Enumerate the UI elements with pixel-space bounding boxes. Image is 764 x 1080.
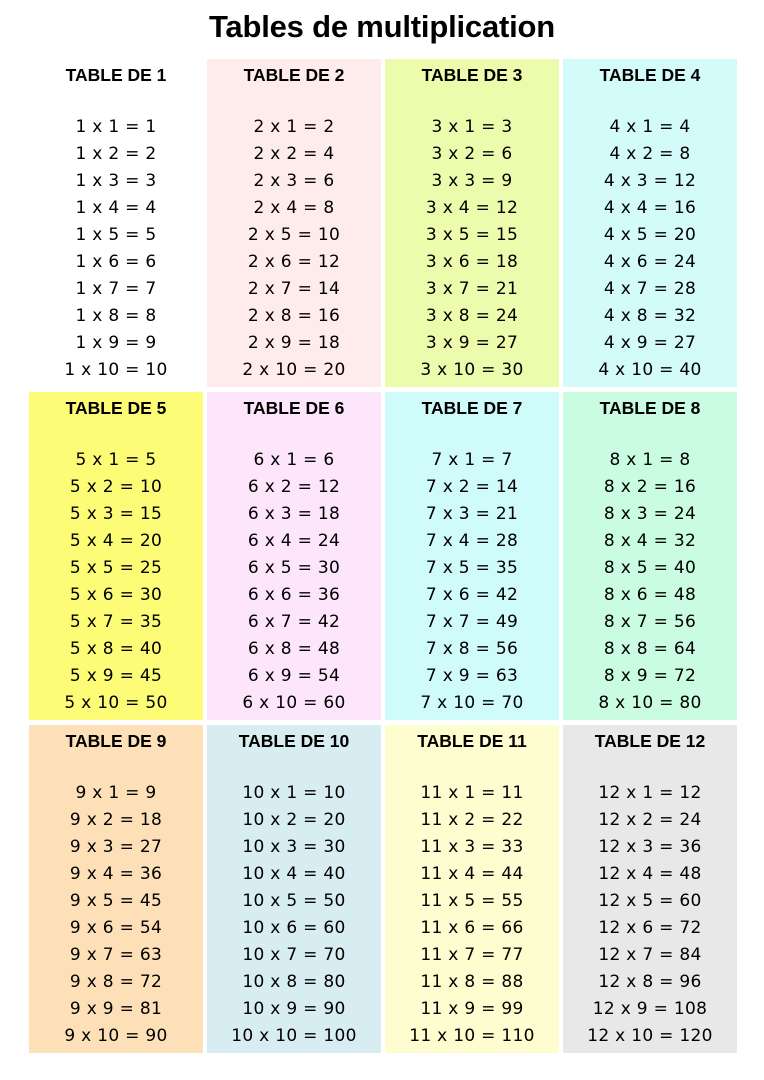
table-row: 5 x 5 = 25 [69,558,163,578]
table-rows [207,114,381,384]
table-rows [385,114,559,384]
table-row: 3 x 2 = 6 [431,144,513,164]
table-row: 6 x 4 = 24 [247,531,341,551]
table-row: 2 x 6 = 12 [247,252,341,272]
table-row: 7 x 2 = 14 [425,477,519,497]
table-row: 10 x 2 = 20 [242,810,346,830]
table-row: 12 x 6 = 72 [598,918,702,938]
table-row: 9 x 4 = 36 [69,864,163,884]
table-row: 7 x 9 = 63 [425,666,519,686]
table-row: 5 x 6 = 30 [69,585,163,605]
table-row: 12 x 3 = 36 [598,837,702,857]
table-row: 11 x 7 = 77 [420,945,524,965]
table-row: 5 x 8 = 40 [69,639,163,659]
table-row: 3 x 8 = 24 [425,306,519,326]
table-row: 12 x 8 = 96 [598,972,702,992]
table-title: TABLE DE 12 [594,731,706,751]
table-row: 2 x 10 = 20 [242,360,346,380]
table-row: 8 x 3 = 24 [603,504,697,524]
table-title: TABLE DE 1 [65,65,167,85]
table-row: 3 x 9 = 27 [425,333,519,353]
table-row: 12 x 10 = 120 [587,1026,713,1046]
page-title: Tables de multiplication [208,9,555,44]
table-row: 1 x 10 = 10 [64,360,168,380]
table-row: 8 x 10 = 80 [598,693,702,713]
table-row: 4 x 2 = 8 [609,144,691,164]
table-row: 10 x 7 = 70 [242,945,346,965]
table-card [207,59,381,387]
table-row: 12 x 2 = 24 [598,810,702,830]
table-row: 1 x 2 = 2 [75,144,157,164]
table-row: 3 x 1 = 3 [431,117,513,137]
table-rows [385,447,559,717]
table-row: 11 x 3 = 33 [420,837,524,857]
table-row: 11 x 1 = 11 [420,783,524,803]
table-row: 7 x 7 = 49 [425,612,519,632]
table-card [29,59,203,387]
table-row: 3 x 10 = 30 [420,360,524,380]
table-row: 4 x 6 = 24 [603,252,697,272]
table-row: 9 x 1 = 9 [75,783,157,803]
table-row: 12 x 4 = 48 [598,864,702,884]
table-card [29,392,203,720]
table-row: 10 x 1 = 10 [242,783,346,803]
table-title: TABLE DE 3 [421,65,523,85]
table-row: 6 x 6 = 36 [247,585,341,605]
table-row: 9 x 9 = 81 [69,999,163,1019]
table-row: 12 x 7 = 84 [598,945,702,965]
table-row: 4 x 7 = 28 [603,279,697,299]
table-card [385,725,559,1053]
table-row: 6 x 5 = 30 [247,558,341,578]
table-row: 11 x 4 = 44 [420,864,524,884]
table-row: 6 x 3 = 18 [247,504,341,524]
table-row: 1 x 7 = 7 [75,279,157,299]
table-row: 5 x 3 = 15 [69,504,163,524]
table-title: TABLE DE 6 [243,398,345,418]
table-row: 7 x 4 = 28 [425,531,519,551]
table-row: 11 x 9 = 99 [420,999,524,1019]
table-row: 10 x 3 = 30 [242,837,346,857]
table-row: 4 x 9 = 27 [603,333,697,353]
table-row: 2 x 1 = 2 [253,117,335,137]
table-title: TABLE DE 9 [65,731,167,751]
table-title: TABLE DE 7 [421,398,523,418]
table-row: 5 x 9 = 45 [69,666,163,686]
table-row: 9 x 6 = 54 [69,918,163,938]
table-row: 3 x 7 = 21 [425,279,519,299]
table-row: 1 x 6 = 6 [75,252,157,272]
table-row: 4 x 5 = 20 [603,225,697,245]
table-row: 5 x 10 = 50 [64,693,168,713]
table-row: 7 x 6 = 42 [425,585,519,605]
table-rows [563,780,737,1050]
table-row: 11 x 8 = 88 [420,972,524,992]
table-title: TABLE DE 2 [243,65,345,85]
table-rows [563,114,737,384]
table-row: 9 x 10 = 90 [64,1026,168,1046]
table-row: 4 x 10 = 40 [598,360,702,380]
table-card [563,392,737,720]
table-row: 10 x 4 = 40 [242,864,346,884]
table-row: 3 x 5 = 15 [425,225,519,245]
table-row: 8 x 6 = 48 [603,585,697,605]
table-row: 6 x 10 = 60 [242,693,346,713]
table-rows [29,780,203,1050]
table-row: 1 x 3 = 3 [75,171,157,191]
table-title: TABLE DE 5 [65,398,167,418]
table-row: 6 x 1 = 6 [253,450,335,470]
table-title: TABLE DE 4 [599,65,701,85]
table-row: 8 x 1 = 8 [609,450,691,470]
table-row: 8 x 5 = 40 [603,558,697,578]
table-row: 2 x 9 = 18 [247,333,341,353]
table-row: 8 x 4 = 32 [603,531,697,551]
table-row: 4 x 8 = 32 [603,306,697,326]
table-title: TABLE DE 11 [417,731,527,751]
table-row: 5 x 2 = 10 [69,477,163,497]
table-row: 12 x 1 = 12 [598,783,702,803]
table-row: 10 x 6 = 60 [242,918,346,938]
table-row: 5 x 7 = 35 [69,612,163,632]
table-card [207,392,381,720]
table-row: 11 x 2 = 22 [420,810,524,830]
table-row: 9 x 3 = 27 [69,837,163,857]
table-rows [385,780,559,1050]
table-rows [29,114,203,384]
table-row: 3 x 6 = 18 [425,252,519,272]
table-row: 7 x 8 = 56 [425,639,519,659]
table-row: 7 x 3 = 21 [425,504,519,524]
table-row: 4 x 1 = 4 [609,117,691,137]
table-rows [207,447,381,717]
table-card [385,392,559,720]
table-row: 5 x 1 = 5 [75,450,157,470]
table-row: 9 x 2 = 18 [69,810,163,830]
table-row: 11 x 5 = 55 [420,891,524,911]
multiplication-tables-grid [29,59,735,1054]
table-row: 4 x 4 = 16 [603,198,697,218]
table-row: 12 x 5 = 60 [598,891,702,911]
table-row: 7 x 5 = 35 [425,558,519,578]
table-row: 3 x 3 = 9 [431,171,513,191]
table-row: 10 x 5 = 50 [242,891,346,911]
table-row: 8 x 7 = 56 [603,612,697,632]
table-row: 11 x 10 = 110 [409,1026,535,1046]
table-row: 7 x 1 = 7 [431,450,513,470]
table-row: 8 x 8 = 64 [603,639,697,659]
table-row: 1 x 1 = 1 [75,117,157,137]
table-row: 3 x 4 = 12 [425,198,519,218]
table-row: 2 x 8 = 16 [247,306,341,326]
table-title: TABLE DE 10 [238,731,350,751]
table-row: 1 x 9 = 9 [75,333,157,353]
table-title: TABLE DE 8 [599,398,701,418]
table-row: 9 x 7 = 63 [69,945,163,965]
table-rows [563,447,737,717]
table-row: 8 x 2 = 16 [603,477,697,497]
table-row: 5 x 4 = 20 [69,531,163,551]
table-row: 11 x 6 = 66 [420,918,524,938]
table-card [207,725,381,1053]
table-row: 12 x 9 = 108 [592,999,708,1019]
table-card [563,59,737,387]
table-row: 1 x 5 = 5 [75,225,157,245]
table-row: 8 x 9 = 72 [603,666,697,686]
table-row: 9 x 5 = 45 [69,891,163,911]
table-row: 2 x 5 = 10 [247,225,341,245]
table-row: 10 x 9 = 90 [242,999,346,1019]
table-row: 10 x 8 = 80 [242,972,346,992]
table-rows [29,447,203,717]
table-row: 6 x 2 = 12 [247,477,341,497]
table-row: 2 x 2 = 4 [253,144,335,164]
table-card [563,725,737,1053]
table-card [29,725,203,1053]
table-row: 2 x 7 = 14 [247,279,341,299]
table-row: 7 x 10 = 70 [420,693,524,713]
table-card [385,59,559,387]
table-row: 6 x 9 = 54 [247,666,341,686]
table-row: 6 x 7 = 42 [247,612,341,632]
table-row: 2 x 3 = 6 [253,171,335,191]
table-row: 6 x 8 = 48 [247,639,341,659]
table-rows [207,780,381,1050]
table-row: 1 x 8 = 8 [75,306,157,326]
table-row: 1 x 4 = 4 [75,198,157,218]
table-row: 10 x 10 = 100 [231,1026,357,1046]
table-row: 2 x 4 = 8 [253,198,335,218]
table-row: 9 x 8 = 72 [69,972,163,992]
table-row: 4 x 3 = 12 [603,171,697,191]
